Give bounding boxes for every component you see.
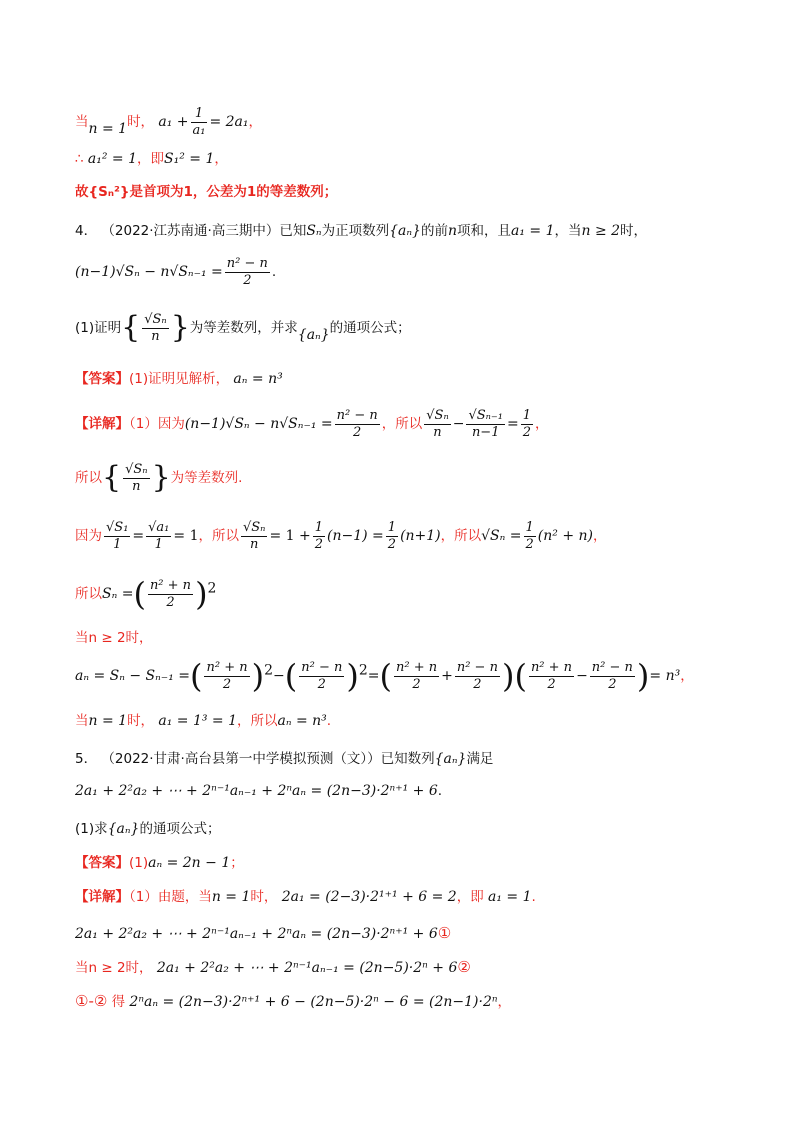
fraction: $\frac{1}{2}$ bbox=[314, 520, 324, 552]
text-time: 时， bbox=[127, 114, 155, 131]
question-source: （2022·江苏南通·高三期中） bbox=[101, 223, 280, 239]
fraction: $\frac{1}{2}$ bbox=[525, 520, 534, 552]
paren-open: ( bbox=[190, 657, 203, 696]
math-expr: a₁² = 1 bbox=[87, 151, 137, 167]
paren-open: ( bbox=[379, 657, 392, 696]
line-equation-1: 2a₁ + 2²a₂ + ⋯ + 2ⁿ⁻¹aₙ₋₁ + 2ⁿaₙ = (2n−3)·2ⁿ⁺¹ + 6① bbox=[75, 924, 452, 942]
question-5-part-1: (1)求{aₙ}的通项公式； bbox=[75, 821, 221, 837]
paren-close: ) bbox=[636, 657, 650, 696]
fraction: $\frac{\text{n² + n}}{2}$ bbox=[149, 578, 192, 610]
fraction: $\frac{1}{2}$ bbox=[522, 408, 531, 440]
answer-label: 【答案】 bbox=[75, 371, 129, 387]
fraction: $\frac{\text{n² − n}}{2}$ bbox=[226, 256, 268, 288]
math-expr: S₁² = 1 bbox=[164, 151, 215, 167]
paren-close: ) bbox=[501, 657, 515, 696]
question-4-part-1: (1)证明{ $\frac{\text{√Sₙ}}{n}$ }为等差数列，并求{aₙ}的通项公式； bbox=[75, 310, 411, 346]
brace-open: { bbox=[121, 310, 141, 346]
fraction: $\frac{\text{n² + n}}{2}$ bbox=[530, 660, 573, 692]
paren-close: ) bbox=[251, 657, 265, 696]
paren-close: ) bbox=[195, 575, 208, 614]
math-expr: (n−1)√Sₙ − n√Sₙ₋₁ = bbox=[75, 264, 223, 281]
detail-5: 【详解】（1）由题，当n = 1时， 2a₁ = (2−3)·2¹⁺¹ + 6 = 2，即 a₁ = 1. bbox=[75, 889, 536, 905]
question-source: （2022·甘肃·高台县第一中学模拟预测（文）） bbox=[101, 751, 381, 767]
circled-one: ① bbox=[437, 924, 452, 942]
line-n1-case: 当n = 1时， a₁ + $\frac{1}{\text{a₁}}$ = 2a₁， bbox=[75, 106, 263, 138]
question-5-equation: 2a₁ + 2²a₂ + ⋯ + 2ⁿ⁻¹aₙ₋₁ + 2ⁿaₙ = (2n−3)·2ⁿ⁺¹ + 6. bbox=[75, 783, 443, 799]
brace-open: { bbox=[102, 460, 122, 496]
fraction: $\frac{\text{√Sₙ}}{n}$ bbox=[125, 462, 148, 494]
detail-4: 【详解】（1）因为(n−1)√Sₙ − n√Sₙ₋₁ = $\frac{\text{n² − n}}{2}$ ，所以 $\frac{\text{√Sₙ}}{n}$ − $\frac{\text{√Sₙ₋₁}}{n-1}$ = $\frac{1}{2}$ ， bbox=[75, 408, 549, 440]
line-therefore: ∴ a₁² = 1，即S₁² = 1， bbox=[75, 151, 228, 167]
line-n-ge-2: 当n ≥ 2时， bbox=[75, 630, 153, 646]
question-4-stem: 4． （2022·江苏南通·高三期中）已知Sₙ为正项数列{aₙ}的前n项和，且a₁ = 1，当n ≥ 2时， bbox=[75, 223, 648, 239]
line-conclusion bbox=[75, 184, 740, 202]
fraction: $\frac{1}{2}$ bbox=[387, 520, 397, 552]
question-number: 5． bbox=[75, 751, 98, 767]
brace-close: } bbox=[170, 310, 190, 346]
question-number: 4． bbox=[75, 223, 98, 239]
question-5-stem: 5． （2022·甘肃·高台县第一中学模拟预测（文））已知数列{aₙ}满足 bbox=[75, 751, 494, 767]
fraction: $\frac{\text{n² + n}}{2}$ bbox=[395, 660, 438, 692]
conclusion-text: 故{Sₙ²}是首项为1，公差为1的等差数列； bbox=[75, 184, 338, 200]
fraction: $\frac{\text{√a₁}}{1}$ bbox=[148, 520, 170, 552]
paren-open: ( bbox=[284, 657, 298, 696]
fraction: $\frac{\text{√Sₙ}}{n}$ bbox=[144, 312, 167, 344]
fraction: $\frac{\text{√Sₙ}}{n}$ bbox=[242, 520, 266, 552]
paren-close: ) bbox=[346, 657, 359, 696]
answer-label: 【答案】 bbox=[75, 855, 129, 871]
line-equation-2: 当n ≥ 2时， 2a₁ + 2²a₂ + ⋯ + 2ⁿ⁻¹aₙ₋₁ = (2n−5)·2ⁿ + 6② bbox=[75, 958, 471, 976]
fraction: $\frac{1}{\text{a₁}}$ bbox=[192, 106, 206, 138]
line-so-arithmetic: 所以{ $\frac{\text{√Sₙ}}{n}$ }为等差数列. bbox=[75, 460, 243, 496]
fraction: $\frac{\text{n² − n}}{2}$ bbox=[591, 660, 633, 692]
therefore-symbol: ∴ bbox=[75, 151, 84, 167]
line-n1-check: 当n = 1时， a₁ = 1³ = 1，所以aₙ = n³. bbox=[75, 713, 332, 729]
paren-open: ( bbox=[514, 657, 527, 696]
answer-4: 【答案】(1)证明见解析， aₙ = n³ bbox=[75, 371, 283, 387]
text-when: 当 bbox=[75, 114, 89, 131]
question-4-equation: (n−1)√Sₙ − n√Sₙ₋₁ = $\frac{\text{n² − n}}{2}$ . bbox=[75, 256, 277, 288]
fraction: $\frac{\text{n² − n}}{2}$ bbox=[456, 660, 498, 692]
fraction: $\frac{\text{n² − n}}{2}$ bbox=[301, 660, 343, 692]
circled-difference: ①-② bbox=[75, 992, 108, 1010]
math-expr: a₁ + bbox=[158, 114, 189, 131]
math-expr: aₙ = n³ bbox=[233, 371, 283, 387]
line-because: 因为 $\frac{\text{√S₁}}{1}$ = $\frac{\text{√a₁}}{1}$ = 1，所以 $\frac{\text{√Sₙ}}{n}$ = 1 + $\frac{1}{2}$ (n−1) = $\frac{1}{2}$ (n+1)，所以√Sₙ = $\frac{1}{2}$ (n² + n)， bbox=[75, 520, 607, 552]
line-equation-diff: ①-② 得 2ⁿaₙ = (2n−3)·2ⁿ⁺¹ + 6 − (2n−5)·2ⁿ − 6 = (2n−1)·2ⁿ， bbox=[75, 992, 512, 1010]
brace-close: } bbox=[151, 460, 171, 496]
math-expr: = 2a₁ bbox=[209, 114, 249, 131]
fraction: $\frac{\text{√Sₙ₋₁}}{n-1}$ bbox=[468, 408, 503, 440]
paren-open: ( bbox=[133, 575, 146, 614]
math-condition: n = 1 bbox=[88, 121, 128, 138]
answer-5: 【答案】(1)aₙ = 2n − 1； bbox=[75, 855, 244, 871]
fraction: $\frac{\text{√S₁}}{1}$ bbox=[106, 520, 129, 552]
line-sn: 所以Sₙ =( $\frac{\text{n² + n}}{2}$ )$^2$ bbox=[75, 575, 217, 614]
line-an-derivation: aₙ = Sₙ − Sₙ₋₁ =( $\frac{\text{n² + n}}{2}$ )$^2$−( $\frac{\text{n² − n}}{2}$ )$^2$=( $\frac{\text{n² + n}}{2}$ + $\frac{\text{n² − n}}{2}$ )( $\frac{\text{n² + n}}{2}$ − $\frac{\text{n² − n}}{2}$ )= n³， bbox=[75, 657, 694, 696]
detail-label: 【详解】 bbox=[75, 416, 129, 433]
fraction: $\frac{\text{n² + n}}{2}$ bbox=[206, 660, 248, 692]
fraction: $\frac{\text{n² − n}}{2}$ bbox=[336, 408, 378, 440]
circled-two: ② bbox=[457, 958, 471, 976]
fraction: $\frac{\text{√Sₙ}}{n}$ bbox=[426, 408, 449, 440]
detail-label: 【详解】 bbox=[75, 889, 129, 905]
